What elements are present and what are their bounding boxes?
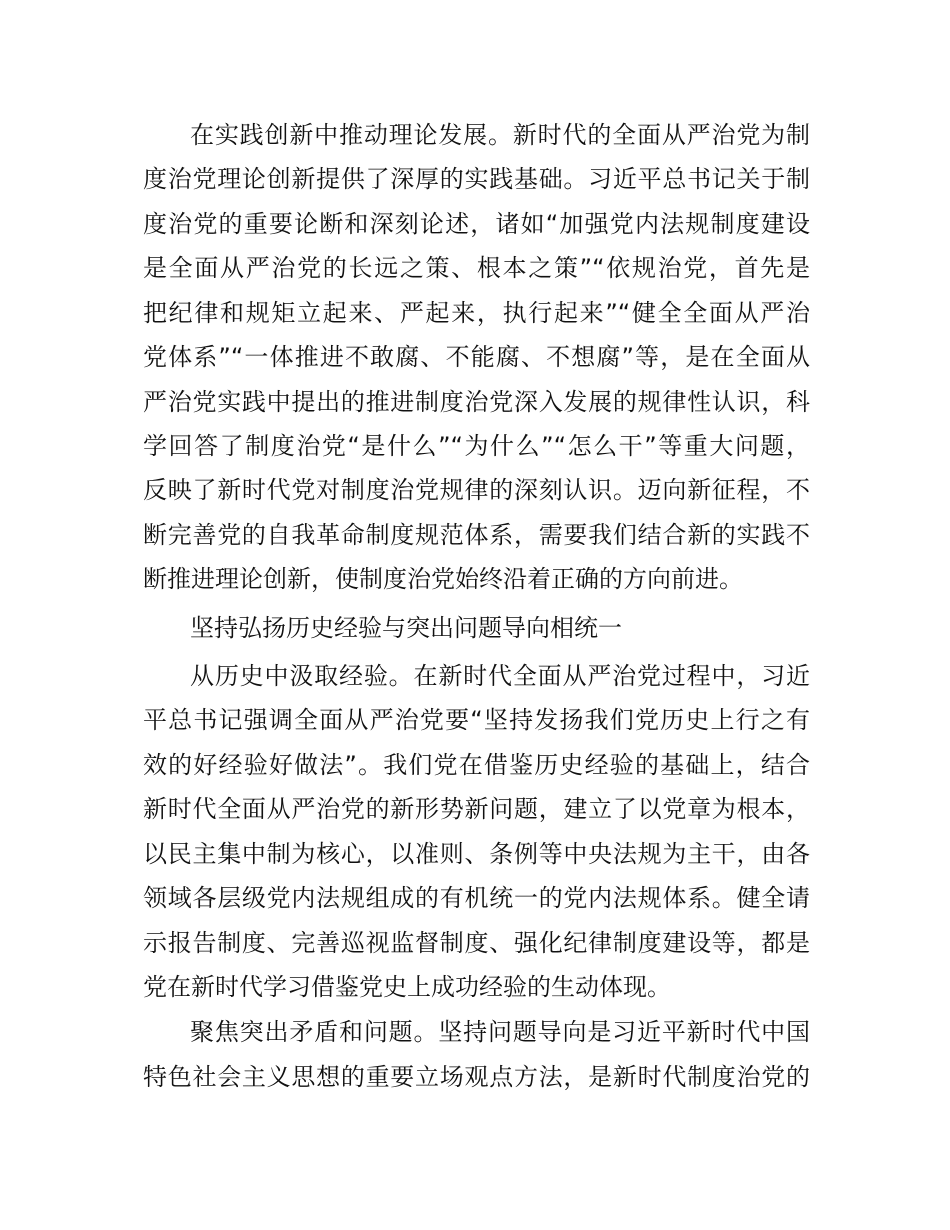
text-line: 是全面从严治党的长远之策、根本之策”“依规治党，首先是 bbox=[143, 254, 810, 282]
text-line: 平总书记强调全面从严治党要“坚持发扬我们党历史上行之有 bbox=[143, 706, 810, 734]
text-line: 特色社会主义思想的重要立场观点方法，是新时代制度治党的 bbox=[143, 1063, 810, 1091]
text-line: 新时代全面从严治党的新形势新问题，建立了以党章为根本， bbox=[143, 795, 810, 823]
text-line: 效的好经验好做法”。我们党在借鉴历史经验的基础上，结合 bbox=[143, 751, 810, 779]
text-line: 从历史中汲取经验。在新时代全面从严治党过程中，习近 bbox=[190, 662, 810, 690]
text-line: 严治党实践中提出的推进制度治党深入发展的规律性认识，科 bbox=[143, 388, 810, 416]
section-heading: 坚持弘扬历史经验与突出问题导向相统一 bbox=[190, 614, 622, 642]
text-line: 断完善党的自我革命制度规范体系，需要我们结合新的实践不 bbox=[143, 521, 810, 549]
text-line: 在实践创新中推动理论发展。新时代的全面从严治党为制 bbox=[190, 121, 810, 149]
text-line: 领域各层级党内法规组成的有机统一的党内法规体系。健全请 bbox=[143, 884, 810, 912]
text-line: 学回答了制度治党“是什么”“为什么”“怎么干”等重大问题， bbox=[143, 432, 810, 460]
text-line: 反映了新时代党对制度治党规律的深刻认识。迈向新征程，不 bbox=[143, 476, 810, 504]
text-line: 示报告制度、完善巡视监督制度、强化纪律制度建设等，都是 bbox=[143, 929, 810, 957]
text-line: 以民主集中制为核心，以准则、条例等中央法规为主干，由各 bbox=[143, 840, 810, 868]
text-line: 聚焦突出矛盾和问题。坚持问题导向是习近平新时代中国 bbox=[190, 1018, 810, 1046]
text-line: 党在新时代学习借鉴党史上成功经验的生动体现。 bbox=[143, 973, 671, 1001]
text-line: 把纪律和规矩立起来、严起来，执行起来”“健全全面从严治 bbox=[143, 299, 810, 327]
text-line: 断推进理论创新，使制度治党始终沿着正确的方向前进。 bbox=[143, 565, 743, 593]
text-line: 党体系”“一体推进不敢腐、不能腐、不想腐”等，是在全面从 bbox=[143, 343, 810, 371]
text-line: 度治党理论创新提供了深厚的实践基础。习近平总书记关于制 bbox=[143, 165, 810, 193]
text-line: 度治党的重要论断和深刻论述，诸如“加强党内法规制度建设 bbox=[143, 210, 810, 238]
